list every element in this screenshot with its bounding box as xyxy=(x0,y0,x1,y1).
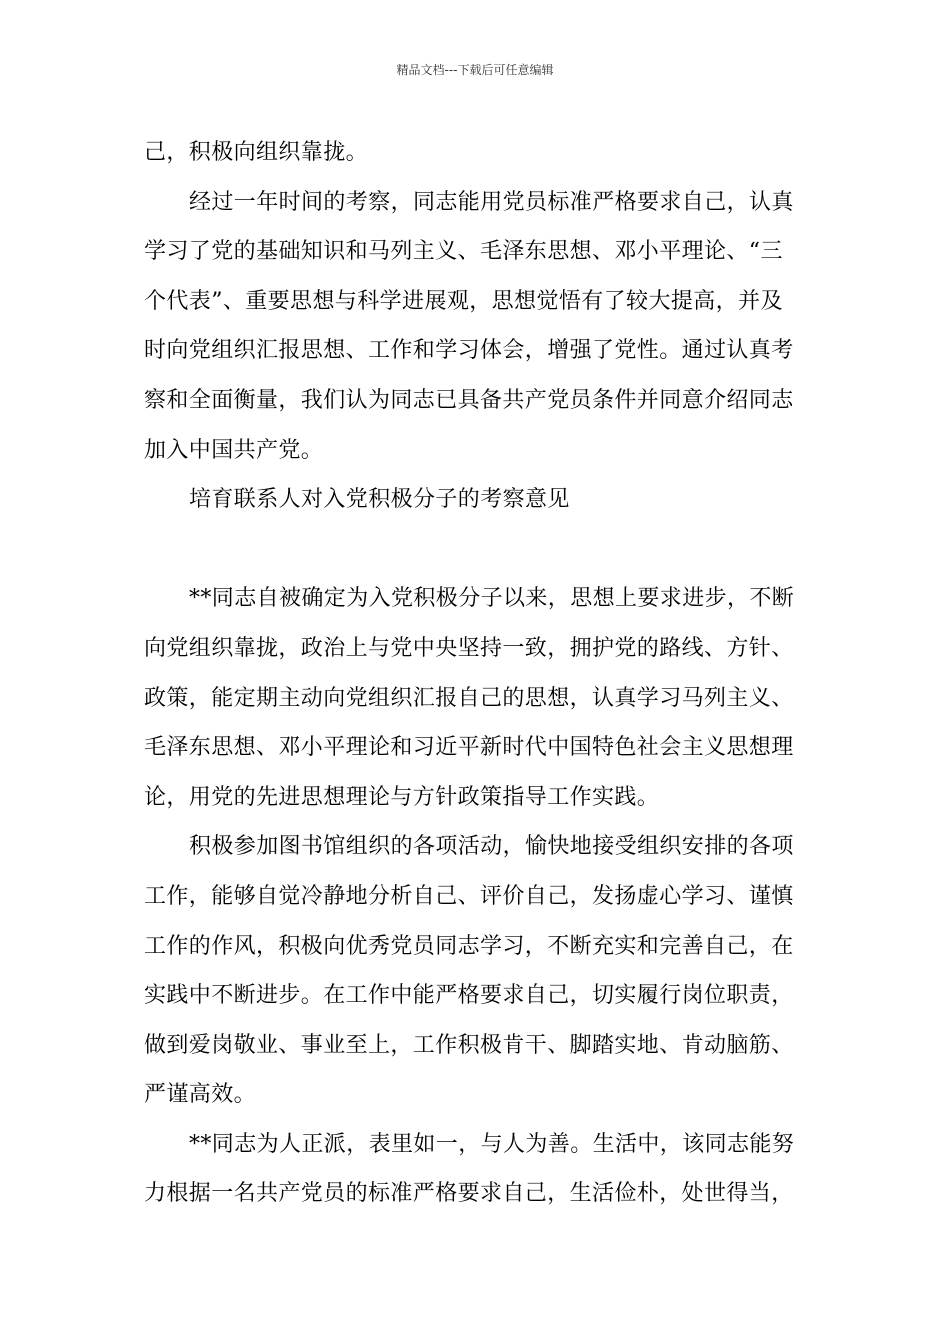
section-heading: 培育联系人对入党积极分子的考察意见 xyxy=(189,487,570,513)
text-line: 向党组织靠拢，政治上与党中央坚持一致，拥护党的路线、方针、 xyxy=(144,635,794,661)
text-line: 察和全面衡量，我们认为同志已具备共产党员条件并同意介绍同志 xyxy=(144,387,794,413)
text-line: 时向党组织汇报思想、工作和学习体会，增强了党性。通过认真考 xyxy=(144,338,794,364)
text-line: 实践中不断进步。在工作中能严格要求自己，切实履行岗位职责， xyxy=(144,983,794,1009)
text-line: 工作，能够自觉冷静地分析自己、评价自己，发扬虚心学习、谨慎 xyxy=(144,883,794,909)
paragraph-first-line: **同志自被确定为入党积极分子以来，思想上要求进步，不断 xyxy=(189,586,795,612)
text-line: 加入中国共产党。 xyxy=(144,437,324,463)
text-line: 学习了党的基础知识和马列主义、毛泽东思想、邓小平理论、“三 xyxy=(144,239,783,265)
text-line: 政策，能定期主动向党组织汇报自己的思想，认真学习马列主义、 xyxy=(144,685,794,711)
text-line: 己，积极向组织靠拢。 xyxy=(144,140,369,165)
text-line: 力根据一名共产党员的标准严格要求自己，生活俭朴，处世得当， xyxy=(144,1181,794,1207)
text-line: 做到爱岗敬业、事业至上，工作积极肯干、脚踏实地、肯动脑筋、 xyxy=(144,1032,794,1058)
text-line: 工作的作风，积极向优秀党员同志学习，不断充实和完善自己，在 xyxy=(144,933,794,959)
page-header: 精品文档---下载后可任意编辑 xyxy=(396,63,554,77)
document-body xyxy=(144,128,808,1219)
text-line: 个代表”、重要思想与科学进展观，思想觉悟有了较大提高，并及 xyxy=(144,288,783,314)
paragraph-first-line: **同志为人正派，表里如一，与人为善。生活中，该同志能努 xyxy=(189,1131,795,1157)
paragraph-first-line: 积极参加图书馆组织的各项活动，愉快地接受组织安排的各项 xyxy=(189,834,794,860)
blank-line xyxy=(144,525,808,575)
paragraph-first-line: 经过一年时间的考察，同志能用党员标准严格要求自己，认真 xyxy=(189,189,794,215)
text-line: 毛泽东思想、邓小平理论和习近平新时代中国特色社会主义思想理 xyxy=(144,735,794,761)
text-line: 论，用党的先进思想理论与方针政策指导工作实践。 xyxy=(144,784,660,810)
text-line: 严谨高效。 xyxy=(144,1082,257,1108)
